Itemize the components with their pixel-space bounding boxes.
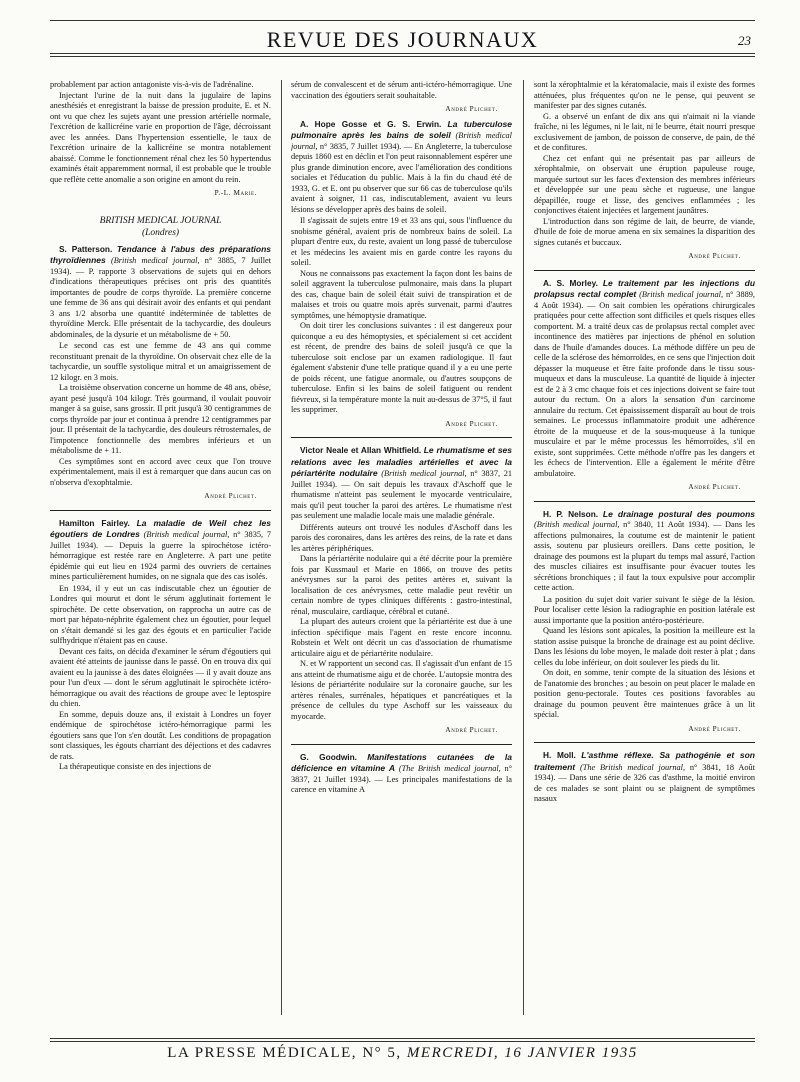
header-rule xyxy=(50,53,755,54)
article-lead-paragraph xyxy=(50,518,271,583)
article-lead-paragraph xyxy=(50,244,271,341)
journal-heading-line: BRITISH MEDICAL JOURNAL xyxy=(99,215,222,226)
article-lead-paragraph xyxy=(291,445,512,522)
paragraph: Il s'agissait de sujets entre 19 et 33 ans qui, sous l'influence du snobisme général, avaient pris de nombreux bains de soleil. La plupart d'entre eux, du reste, avaient un long passé de tuberculose et les médecins les avaient mis en garde contre les rayons du soleil. xyxy=(291,216,512,267)
article-title: Le traitement par les injections du prolapsus rectal complet xyxy=(534,277,755,299)
footer-date: MERCREDI, 16 JANVIER 1935 xyxy=(406,1045,638,1061)
paragraph: En 1934, il y eut un cas indiscutable chez un égoutier de Londres qui mourut et dont le sérum agglutinait fortement le spirochète. De cette observation, on rapprocha un autre cas de mort par hépato-néphrite également chez un égoutier, pour lequel on s'était demandé si les gaz des égouts et en particulier l'acide sulfhydrique n'étaient pas en cause. xyxy=(50,583,271,645)
article-source: (The British medical journal, xyxy=(579,762,686,772)
footer-journal: LA PRESSE MÉDICALE, xyxy=(167,1045,358,1061)
paragraph: Ces symptômes sont en accord avec ceux que l'on trouve expérimentalement, mais il est à remarquer que dans aucun cas on n'observa d'exophtalmie. xyxy=(50,456,271,487)
paragraph: sérum de convalescent et de sérum anti-ictéro-hémorragique. Une vaccination des égoutiers serait souhaitable. xyxy=(291,80,512,100)
article-title: La tuberculose pulmonaire après les bains de soleil xyxy=(291,118,512,140)
paragraph: En somme, depuis douze ans, il existait à Londres un foyer endémique de spirochétose ictéro-hémorragique parmi les égoutiers sans que l'on s'en doutât. Les conditions de propagation sont classiques, les égouts charriant des déjections et des cadavres de rats. xyxy=(50,709,271,761)
paragraph: Devant ces faits, on décida d'examiner le sérum d'égoutiers qui avaient été atteints de jaunisse dans le passé. On en trouva dix qui avaient eu la jaunisse à des dates éloignées — il y avait douze ans pour l'un d'eux — dont le sérum agglutinait le spirochète ictéro-hémorragique ou avait des réactions de groupe avec le leptospire du chien. xyxy=(50,646,271,708)
author-signature: André Plichet. xyxy=(204,492,257,500)
article-lead-paragraph xyxy=(291,752,512,796)
article-lead-paragraph xyxy=(291,119,512,216)
paragraph: La plupart des auteurs croient que la périartérite est due à une infection spécifique mais l'agent en reste encore inconnu. Robstein et Welt ont décrit un cas d'association de rhumatisme articulaire aigu et de périartérite nodulaire. xyxy=(291,617,512,658)
author-signature: P.-L. Marie. xyxy=(214,189,257,197)
article-body: n° 3889, 4 Août 1934). — On sait combien les opérations chirurgicales pratiquées pour cette affection sont difficiles et quels risques elles comportent. M. a traité deux cas de prolapsus rectal complet avec incontinence des matières par injections de phénol en solution dans de l'huile d'amandes douces. La méthode diffère un peu de celle de la sclérose des hémorroïdes, en ce sens que l'injection doit dépasser la muqueuse et être faite profonde dans le tissu sous-muqueux et dans la musculeuse. La quantité de liquide à injecter est de 2 à 3 cmc chaque fois et ces injections doivent se faire tout autour du rectum. On a alors la sensation d'un carcinome annulaire du rectum. Cet épaississement disparaît au bout de trois semaines. Le processus inflammatoire produit une adhérence étroite de la muqueuse et de la sous-muqueuse à la tunique musculaire et par le même processus les hémorroïdes, s'il en existe, sont supprimées. Cette méthode n'offre pas les dangers et les échecs de l'intervention. Elle a également le mérite d'être ambulatoire. xyxy=(534,290,755,478)
article-title: Le drainage postural des poumons xyxy=(602,508,755,519)
article-body: n° 3841, 18 Août 1934). — Dans une série de 326 cas d'asthme, la moitié environ de ces malades se sont plaint ou se plaignent de symptômes nasaux xyxy=(534,762,755,803)
paragraph: Chez cet enfant qui ne présentait pas par ailleurs de xérophtalmie, on observait une éruption papuleuse rouge, marquée surtout sur les faces d'extension des membres inférieurs et développée sur une peau sèche et rugueuse, une langue dépapillée, rouge et lisse, des gencives enflammées ; les conjonctives étaient injectées et largement jaunâtres. xyxy=(534,153,755,215)
header-rule xyxy=(50,56,755,57)
article-title: Manifestations cutanées de la déficience en vitamine A xyxy=(291,751,512,773)
paragraph: G. a observé un enfant de dix ans qui n'aimait ni la viande fraîche, ni les légumes, ni le lait, ni le beurre, était nourri presque exclusivement de jambon, de poisson de conserve, de pain, de thé et de confitures. xyxy=(534,111,755,152)
article-body: n° 3837, 21 Juillet 1934). — Les principales manifestations de la carence en vitamine A xyxy=(291,764,512,794)
column-separator xyxy=(523,80,524,1015)
paragraph: On doit, en somme, tenir compte de la situation des lésions et de l'anatomie des bronches ; au besoin on peut placer le malade en position genu-pectorale. Toutes ces positions favorables au drainage du poumon peuvent être maintenues grâce à un lit spécial. xyxy=(534,668,755,719)
article-source: (British medical journal, xyxy=(110,256,200,265)
article-divider xyxy=(291,437,512,438)
footer-issue: N° 5, xyxy=(362,1045,402,1061)
article-divider xyxy=(534,742,755,743)
page-header xyxy=(50,14,755,58)
article-source: (British medical journal, xyxy=(381,469,467,478)
column-1 xyxy=(50,80,271,1015)
article-title: Tendance à l'abus des préparations thyroïdiennes xyxy=(50,243,271,265)
column-3 xyxy=(534,80,755,1015)
article-author: Hamilton Fairley. xyxy=(59,517,130,528)
article-body: n° 3835, 7 Juillet 1934). — En Angleterre, la tuberculose depuis 1860 est en déclin et l'on peut raisonnablement espérer une plus grande diminution encore, avec l'amélioration des conditions sociales et l'éducation du public. Mais à la fin du chaud été de 1933, G. et E. ont pu observer que sur 66 cas de tuberculose qu'ils avaient à soigner, 11 cas, indiscutablement, avaient vu leurs lésions se développer après des bains de soleil. xyxy=(291,141,512,214)
paragraph: L'introduction dans son régime de lait, de beurre, de viande, d'huile de foie de morue amena en six semaines la disparition des signes cutanés et buccaux. xyxy=(534,216,755,247)
footer-line xyxy=(50,1045,755,1062)
header-rule xyxy=(50,20,755,21)
article-author: G. Goodwin. xyxy=(300,751,357,762)
article-body: n° 3885, 7 Juillet 1934). — P. rapporte 3 observations de sujets qui en dehors d'indications thérapeutiques précises ont pris des quantités importantes de poudre de corps thyroïde. La première concerne une femme de 36 ans qui désirait avoir des enfants et qui pendant 3 ans 1/2 absorba une quantité indéterminée de tablettes de thyroïdine Merck. Elle présentait de la tachycardie, des douleurs abdominales, de la dysurie et un métabolisme de + 50. xyxy=(50,256,271,339)
article-source: (British medical journal, xyxy=(291,131,512,151)
article-body: n° 3837, 21 Juillet 1934). — On sait depuis les travaux d'Aschoff que le rhumatisme n'atteint pas seulement le myocarde ventriculaire, mais qu'il peut toucher la paroi des artères. Le rhumatisme n'est pas seulement une maladie locale mais une maladie générale. xyxy=(291,469,512,520)
paragraph: La troisième observation concerne un homme de 48 ans, obèse, ayant pesé jusqu'à 104 kilogr. Très gourmand, il voulait pouvoir manger à sa guise, sans grossir. Il prit jusqu'à 30 centigrammes de corps thyroïde par jour et continua à prendre 12 centigrammes par jour. Il présentait de la tachycardie, des douleurs rétrosternales, de l'impotence fonctionnelle des membres inférieurs et un métabolisme de + 11. xyxy=(50,383,271,455)
article-divider xyxy=(534,270,755,271)
paragraph: La position du sujet doit varier suivant le siège de la lésion. Pour localiser cette lésion la radiographie en position latérale est aussi importante que la position antéro-postérieure. xyxy=(534,594,755,625)
paragraph: Différents auteurs ont trouvé les nodules d'Aschoff dans les parois des coronaires, dans les artères des reins, de la rate et dans les artères périphériques. xyxy=(291,522,512,553)
footer-rule xyxy=(50,1038,755,1039)
article-body: n° 3835, 7 Juillet 1934). — Depuis la guerre la spirochétose ictéro-hémorragique est restée rare en Angleterre. A part une petite épidémie qui eut lieu en 1924 parmi des ouvriers de certaines mines particulièrement humides, on ne signala que des cas isolés. xyxy=(50,530,271,581)
newspaper-page xyxy=(50,14,755,1069)
paragraph: Quand les lésions sont apicales, la position la meilleure est la station assise puisque la bronche de drainage est au point déclive. Dans les lésions du lobe moyen, le malade doit rester à plat ; dans celles du lobe inférieur, on doit soulever les pieds du lit. xyxy=(534,626,755,667)
article-source: (British medical journal, xyxy=(534,520,620,529)
article-author: H. P. Nelson. xyxy=(543,508,599,519)
author-signature: André Plichet. xyxy=(445,726,498,734)
author-signature: André Plichet. xyxy=(688,724,741,733)
page-footer xyxy=(50,1038,755,1064)
article-author: Victor Neale et Allan Whitfield. xyxy=(300,445,422,455)
article-source: (British medical journal, xyxy=(639,290,724,299)
journal-heading-line: (Londres) xyxy=(141,227,180,238)
article-body: n° 3840, 11 Août 1934). — Dans les affections pulmonaires, la coutume est de maintenir le patient assis, soutenu par plusieurs oreillers. Dans cette position, le drainage des poumons est la plupart du temps mal assuré, l'action des muscles ciliaires est insuffisante pour évacuer toutes les sécrétions bronchiques ; il faut la toux expulsive pour accomplir cette action. xyxy=(534,520,755,592)
article-author: H. Moll. xyxy=(543,750,576,760)
article-columns xyxy=(50,80,755,1015)
article-lead-paragraph xyxy=(534,509,755,594)
article-title: L'asthme réflexe. Sa pathogénie et son traitement xyxy=(534,750,755,772)
paragraph: Nous ne connaissons pas exactement la façon dont les bains de soleil aggravent la tuberculose pulmonaire, mais dans la plupart des cas, chaque bain de soleil était suivi de transpiration et de malaises et trois ou quatre mois après survenait, parmi d'autres symptômes, une hémoptysie dramatique. xyxy=(291,268,512,320)
article-source: (The British medical journal, xyxy=(398,764,501,773)
running-title: REVUE DES JOURNAUX xyxy=(266,27,539,52)
article-lead-paragraph xyxy=(534,278,755,480)
author-signature: André Plichet. xyxy=(445,419,498,428)
column-2 xyxy=(291,80,512,1015)
column-separator xyxy=(281,80,282,1015)
paragraph: sont la xérophtalmie et la kératomalacie, mais il existe des formes atténuées, plus fréquentes qu'on ne le pense, qui peuvent se manifester par des signes cutanés. xyxy=(534,80,755,110)
paragraph: probablement par action antagoniste vis-à-vis de l'adrénaline. xyxy=(50,80,254,89)
author-signature: André Plichet. xyxy=(688,252,741,260)
paragraph: Le second cas est une femme de 43 ans qui comme reconstituant prenait de la thyroïdine. On observait chez elle de la tachycardie, un souffle systolique mitral et un amaigrissement de 12 kilogr. en 3 mois. xyxy=(50,341,271,382)
author-signature: André Plichet. xyxy=(688,483,741,491)
article-author: S. Patterson. xyxy=(59,243,113,254)
article-lead-paragraph xyxy=(534,750,755,805)
article-divider xyxy=(50,510,271,511)
paragraph: La thérapeutique consiste en des injections de xyxy=(59,762,212,771)
article-divider xyxy=(291,744,512,745)
author-signature: André Plichet. xyxy=(445,105,498,113)
footer-rule xyxy=(50,1041,755,1042)
article-author: A. S. Morley. xyxy=(543,277,598,288)
article-author: A. Hope Gosse et G. S. Erwin. xyxy=(300,118,442,129)
article-title: La maladie de Weil chez les égoutiers de Londres xyxy=(50,517,271,539)
article-title: Le rhumatisme et ses relations avec les maladies artérielles et avec la périartérite nodulaire xyxy=(291,445,512,478)
paragraph: Injectant l'urine de la nuit dans la jugulaire de lapins anesthésiés et enregistrant la baisse de pression produite, E. et N. ont vu que chez les sujets ayant une pression artérielle normale, l'excrétion de kallicréine varie en proportion de l'âge, décroissant avec les années. Dans l'hypertension essentielle, le taux de l'excrétion urinaire de la kallicréine se montra notablement abaissé. Comme le fonctionnement rénal chez les 50 hypertendus examinés était apparemment normal, il est probable que le trouble que reflète cette anomalie a son origine en amont du rein. xyxy=(50,90,271,184)
journal-section-heading xyxy=(50,215,271,239)
paragraph: N. et W rapportent un second cas. Il s'agissait d'un enfant de 15 ans atteint de rhumatisme aigu et de chorée. L'autopsie montra des lésions de périartérite nodulaire sur la coronaire gauche, sur les artères rénales, surrénales, hépatiques et pancréatiques et la présence de cellules du type Aschoff sur les vaisseaux du myocarde. xyxy=(291,659,512,721)
article-divider xyxy=(534,501,755,502)
page-number: 23 xyxy=(738,33,751,48)
article-source: (British medical journal, xyxy=(143,530,230,539)
paragraph: On doit tirer les conclusions suivantes : il est dangereux pour quiconque a eu des hémoptysies, et spécialement si cet accident est récent, de prendre des bains de soleil jusqu'à ce que la tuberculose soit enclose par un examen radiologique. Il faut également s'abstenir d'une telle pratique quand il y a eu une perte de poids récent, une fatigue anormale, ou d'autres soupçons de tuberculose. Enfin si les bains de soleil fatiguent ou rendent fiévreux, si la température monte la nuit au-dessus de 37°5, il faut les supprimer. xyxy=(291,321,512,414)
paragraph: Dans la périartérite nodulaire qui a été décrite pour la première fois par Kussmaul et Marie en 1866, on trouve des petits anévrysmes sur la paroi des petites artères et, suivant la localisation de ces anévrysmes, cette maladie peut revêtir un certain nombre de types cliniques différents : gastro-intestinal, rénal, musculaire, cardiaque, cérébral et cutané. xyxy=(291,554,512,616)
